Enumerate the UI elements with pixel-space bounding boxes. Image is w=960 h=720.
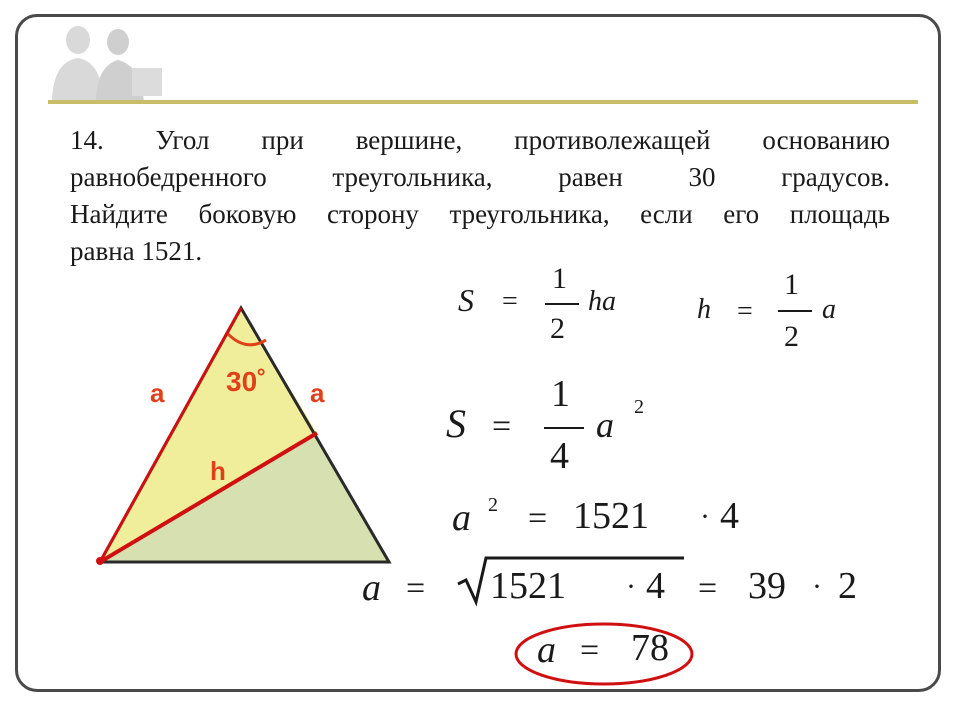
formula2-rhs: a: [822, 294, 836, 325]
formula1-lhs: S: [458, 282, 474, 318]
formula5-multiplier: 4: [646, 565, 665, 607]
side-label-right: a: [310, 378, 325, 408]
formula5-equals2: =: [698, 570, 718, 607]
formula5-result: 39: [748, 565, 786, 607]
formula3-denominator: 4: [550, 435, 569, 477]
formula4-value: 1521: [573, 495, 649, 537]
angle-label: 30˚: [226, 366, 267, 397]
problem-line: 14. Угол при вершине, противолежащей основанию: [70, 125, 890, 155]
problem-line: Найдите боковую сторону треугольника, если его площадь: [70, 199, 890, 229]
formula5-radicand: 1521: [490, 565, 566, 607]
answer-lhs: a: [537, 629, 556, 671]
formula4-dot: ·: [700, 500, 710, 533]
formula1-equals: =: [502, 286, 518, 317]
formula3-rhs: a: [596, 405, 614, 445]
problem-line: равнобедренного треугольника, равен 30 градусов.: [70, 162, 890, 192]
side-label-left: a: [150, 378, 165, 408]
formula1-numerator: 1: [552, 262, 567, 295]
formula1-rhs: ha: [588, 286, 616, 317]
formula5-lhs: a: [362, 567, 381, 609]
formula2-denominator: 2: [784, 320, 799, 353]
formula3-numerator: 1: [551, 373, 570, 415]
formula5-dot2: ·: [812, 570, 822, 603]
formula3-fraction-bar: [544, 427, 584, 429]
formula4-lhs: a: [452, 497, 471, 539]
formula3-equals: =: [492, 408, 512, 445]
formula2-fraction-bar: [778, 310, 812, 312]
formula2-numerator: 1: [784, 268, 799, 301]
formula3-exponent: 2: [634, 396, 644, 418]
formula2-equals: =: [737, 296, 753, 327]
problem-line: равна 1521.: [70, 236, 203, 266]
vertex-dot: [96, 557, 104, 565]
height-label: h: [210, 456, 226, 486]
formula4-multiplier: 4: [720, 495, 739, 537]
formula5-multiplier2: 2: [838, 565, 857, 607]
formula5-equals: =: [406, 570, 426, 607]
answer-equals: =: [580, 632, 600, 669]
formula5-dot: ·: [626, 570, 636, 603]
formula4-exponent: 2: [488, 494, 498, 516]
formula4-equals: =: [528, 500, 548, 537]
formula2-lhs: h: [697, 294, 711, 325]
answer-value: 78: [631, 627, 669, 669]
formula3-lhs: S: [446, 401, 466, 446]
formula1-denominator: 2: [550, 312, 565, 345]
formula1-fraction-bar: [545, 303, 579, 305]
